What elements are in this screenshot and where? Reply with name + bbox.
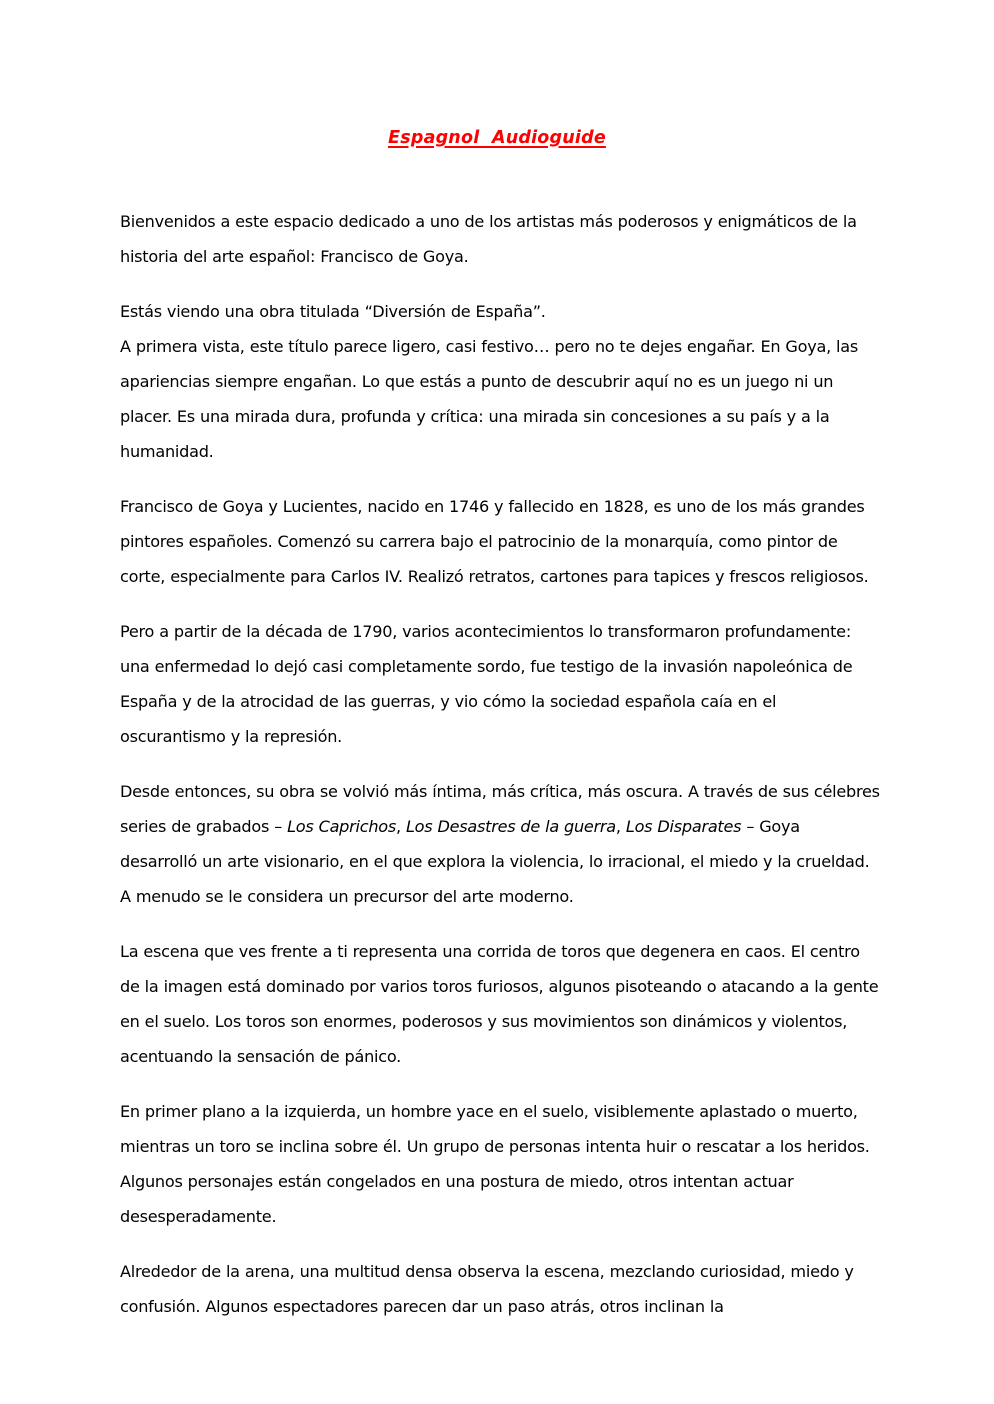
- page-title: [0, 128, 994, 148]
- paragraph-text: Bienvenidos a este espacio dedicado a uno de los artistas más poderosos y enigmáticos de la historia del arte español: Francisco de Goya.: [120, 212, 857, 266]
- page-title-text: Espagnol Audioguide: [388, 127, 606, 148]
- paragraph-scene-description: [120, 934, 880, 1074]
- paragraph-turning-point: [120, 614, 880, 754]
- separator-1: ,: [396, 817, 406, 836]
- paragraph-welcome: [120, 204, 880, 274]
- paragraph-text: Francisco de Goya y Lucientes, nacido en 1746 y fallecido en 1828, es uno de los más grandes pintores españoles. Comenzó su carrera bajo el patrocinio de la monarquía, como pintor de corte, especialmente para Carlos IV. Realizó retratos, cartones para tapices y frescos religiosos.: [120, 497, 869, 586]
- artwork-title-los-caprichos: Los Caprichos: [287, 817, 397, 836]
- paragraph-line-2: A primera vista, este título parece ligero, casi festivo… pero no te dejes engañar. En Goya, las apariencias siempre engañan. Lo que estás a punto de descubrir aquí no es un juego ni un placer. Es una mirada dura, profunda y crítica: una mirada sin concesiones a su país y a la humanidad.: [120, 337, 859, 461]
- paragraph-text: En primer plano a la izquierda, un hombre yace en el suelo, visiblemente aplastado o muerto, mientras un toro se inclina sobre él. Un grupo de personas intenta huir o rescatar a los heridos. Algunos personajes están congelados en una postura de miedo, otros intentan actuar desesperadamente.: [120, 1102, 870, 1226]
- separator-2: ,: [615, 817, 626, 836]
- paragraph-print-series: [120, 774, 880, 914]
- paragraph-crowd-description: [120, 1254, 880, 1324]
- paragraph-biography: [120, 489, 880, 594]
- paragraph-text: Alrededor de la arena, una multitud densa observa la escena, mezclando curiosidad, miedo y confusión. Algunos espectadores parecen dar un paso atrás, otros inclinan la: [120, 1262, 854, 1316]
- paragraph-text-part-2: – Goya desarrolló un arte visionario, en el que explora la violencia, lo irracional, el miedo y la crueldad. A menudo se le considera un precursor del arte moderno.: [120, 817, 870, 906]
- paragraph-text: Pero a partir de la década de 1790, varios acontecimientos lo transformaron profundamente: una enfermedad lo dejó casi completamente sordo, fue testigo de la invasión napoleónica de España y de la atrocidad de las guerras, y vio cómo la sociedad española caía en el oscurantismo y la represión.: [120, 622, 853, 746]
- artwork-title-los-disparates: Los Disparates: [625, 817, 742, 836]
- paragraph-text-part-1: Desde entonces, su obra se volvió más íntima, más crítica, más oscura. A través de sus célebres series de grabados –: [120, 782, 880, 836]
- paragraph-line-1: Estás viendo una obra titulada “Diversión de España”.: [120, 302, 546, 321]
- document-body: [120, 204, 880, 1324]
- paragraph-text: La escena que ves frente a ti representa una corrida de toros que degenera en caos. El centro de la imagen está dominado por varios toros furiosos, algunos pisoteando o atacando a la gente en el suelo. Los toros son enormes, poderosos y sus movimientos son dinámicos y violentos, acentuando la sensación de pánico.: [120, 942, 879, 1066]
- paragraph-foreground-description: [120, 1094, 880, 1234]
- artwork-title-los-desastres-de-la-guerra: Los Desastres de la guerra: [405, 817, 616, 836]
- paragraph-artwork-title: [120, 294, 880, 469]
